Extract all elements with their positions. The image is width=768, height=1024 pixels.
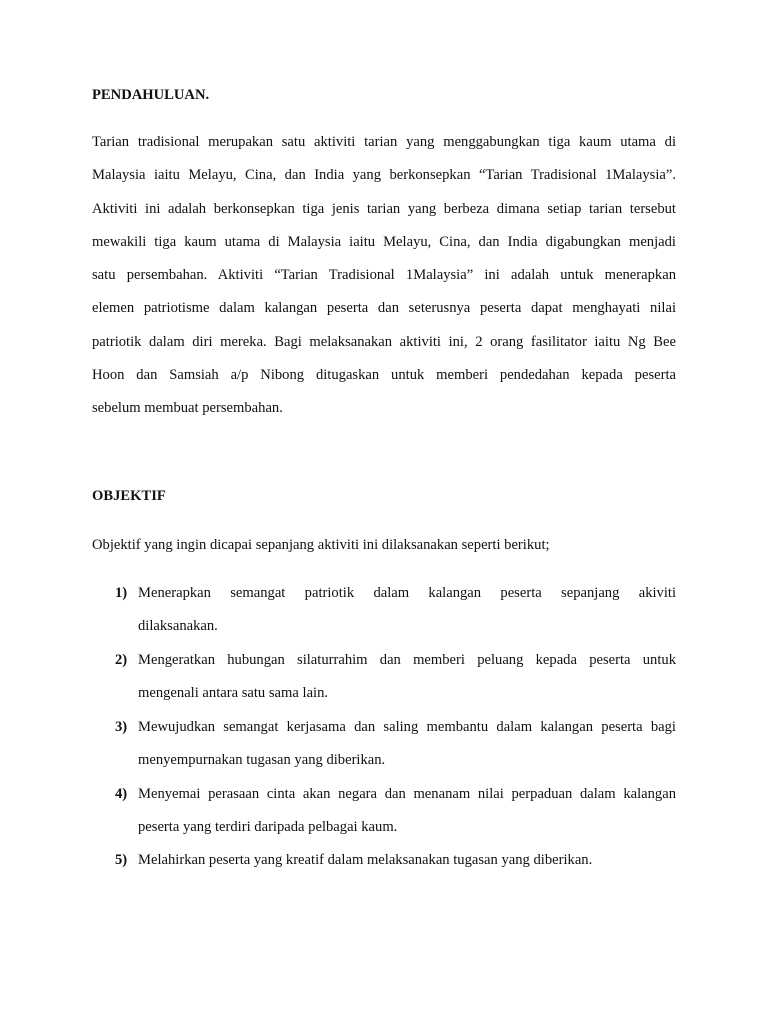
list-item-line: Mewujudkan semangat kerjasama dan saling membantu dalam kalangan peserta bagi [138, 719, 676, 735]
paragraph-line: Malaysia iaitu Melayu, Cina, dan India yang berkonsepkan “Tarian Tradisional 1Malaysia”. [92, 167, 676, 183]
paragraph-line: elemen patriotisme dalam kalangan peserta dan seterusnya peserta dapat menghayati nilai [92, 300, 676, 316]
list-number: 3) [115, 719, 128, 735]
list-number: 5) [115, 852, 128, 868]
list-number: 4) [115, 786, 128, 802]
list-item-line: Menerapkan semangat patriotik dalam kalangan peserta sepanjang akiviti [138, 585, 676, 601]
objectives-heading: OBJEKTIF [92, 488, 166, 504]
paragraph-line: patriotik dalam diri mereka. Bagi melaksanakan aktiviti ini, 2 orang fasilitator iaitu Ng Bee [92, 334, 676, 350]
paragraph-line: mewakili tiga kaum utama di Malaysia iaitu Melayu, Cina, dan India digabungkan menjadi [92, 234, 676, 250]
objectives-intro: Objektif yang ingin dicapai sepanjang aktiviti ini dilaksanakan seperti berikut; [92, 537, 550, 553]
list-item-line: dilaksanakan. [138, 618, 218, 634]
list-item-line: peserta yang terdiri daripada pelbagai kaum. [138, 819, 398, 835]
list-item-line: mengenali antara satu sama lain. [138, 685, 329, 701]
list-item-line: menyempurnakan tugasan yang diberikan. [138, 752, 386, 768]
paragraph-line: Hoon dan Samsiah a/p Nibong ditugaskan untuk memberi pendedahan kepada peserta [92, 367, 676, 383]
introduction-heading: PENDAHULUAN. [92, 87, 210, 103]
paragraph-line: Aktiviti ini adalah berkonsepkan tiga jenis tarian yang berbeza dimana setiap tarian tersebut [92, 201, 676, 217]
list-number: 2) [115, 652, 128, 668]
paragraph-line: sebelum membuat persembahan. [92, 400, 283, 416]
list-item-line: Mengeratkan hubungan silaturrahim dan memberi peluang kepada peserta untuk [138, 652, 676, 668]
list-item-line: Menyemai perasaan cinta akan negara dan menanam nilai perpaduan dalam kalangan [138, 786, 676, 802]
list-item-line: Melahirkan peserta yang kreatif dalam melaksanakan tugasan yang diberikan. [138, 852, 593, 868]
paragraph-line: satu persembahan. Aktiviti “Tarian Tradisional 1Malaysia” ini adalah untuk menerapkan [92, 267, 676, 283]
paragraph-line: Tarian tradisional merupakan satu aktiviti tarian yang menggabungkan tiga kaum utama di [92, 134, 676, 150]
list-number: 1) [115, 585, 128, 601]
